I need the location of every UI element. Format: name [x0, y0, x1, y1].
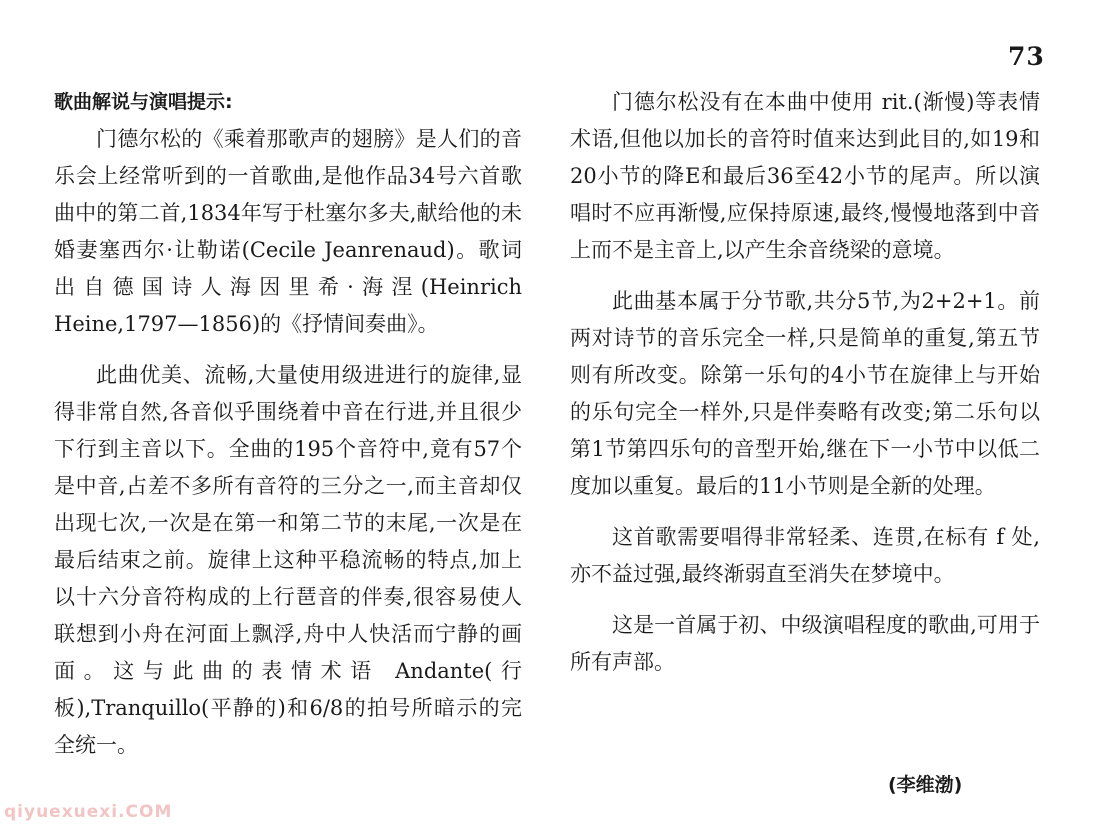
left-column: [54, 84, 522, 764]
paragraph: 这是一首属于初、中级演唱程度的歌曲,可用于所有声部。: [570, 613, 1040, 674]
paragraph: 此曲基本属于分节歌,共分5节,为2+2+1。前两对诗节的音乐完全一样,只是简单的重复,第五节则有所改变。除第一乐句的4小节在旋律上与开始的乐句完全一样外,只是伴奏略有改变;第二乐句以第1节第四乐句的音型开始,继在下一小节中以低二度加以重复。最后的11小节则是全新的处理。: [570, 289, 1040, 498]
paragraph: 这首歌需要唱得非常轻柔、连贯,在标有 f 处,亦不益过强,最终渐弱直至消失在梦境中。: [570, 525, 1040, 586]
paragraph: 门德尔松没有在本曲中使用 rit.(渐慢)等表情术语,但他以加长的音符时值来达到此目的,如19和20小节的降E和最后36至42小节的尾声。所以演唱时不应再渐慢,应保持原速,最终,慢慢地落到中音上而不是主音上,以产生余音绕梁的意境。: [570, 90, 1040, 262]
site-watermark: qiyuexuexi.COM: [4, 802, 173, 822]
paragraph: 门德尔松的《乘着那歌声的翅膀》是人们的音乐会上经常听到的一首歌曲,是他作品34号六首歌曲中的第二首,1834年写于杜塞尔多夫,献给他的未婚妻塞西尔·让勒诺(Cecile Jeanrenaud)。歌词出自德国诗人海因里希·海涅(Heinrich Heine,1797—1856)的《抒情间奏曲》。: [54, 127, 522, 336]
section-heading: 歌曲解说与演唱提示:: [54, 91, 233, 113]
right-column: [570, 84, 1040, 681]
page-number: 73: [1008, 42, 1045, 71]
paragraph: 此曲优美、流畅,大量使用级进进行的旋律,显得非常自然,各音似乎围绕着中音在行进,并且很少下行到主音以下。全曲的195个音符中,竟有57个是中音,占差不多所有音符的三分之一,而主音却仅出现七次,一次是在第一和第二节的末尾,一次是在最后结束之前。旋律上这种平稳流畅的特点,加上以十六分音符构成的上行琶音的伴奏,很容易使人联想到小舟在河面上飘浮,舟中人快活而宁静的画面。这与此曲的表情术语 Andante(行板),Tranquillo(平静的)和6/8的拍号所暗示的完全统一。: [54, 363, 522, 757]
author-signature: (李维渤): [888, 774, 963, 796]
